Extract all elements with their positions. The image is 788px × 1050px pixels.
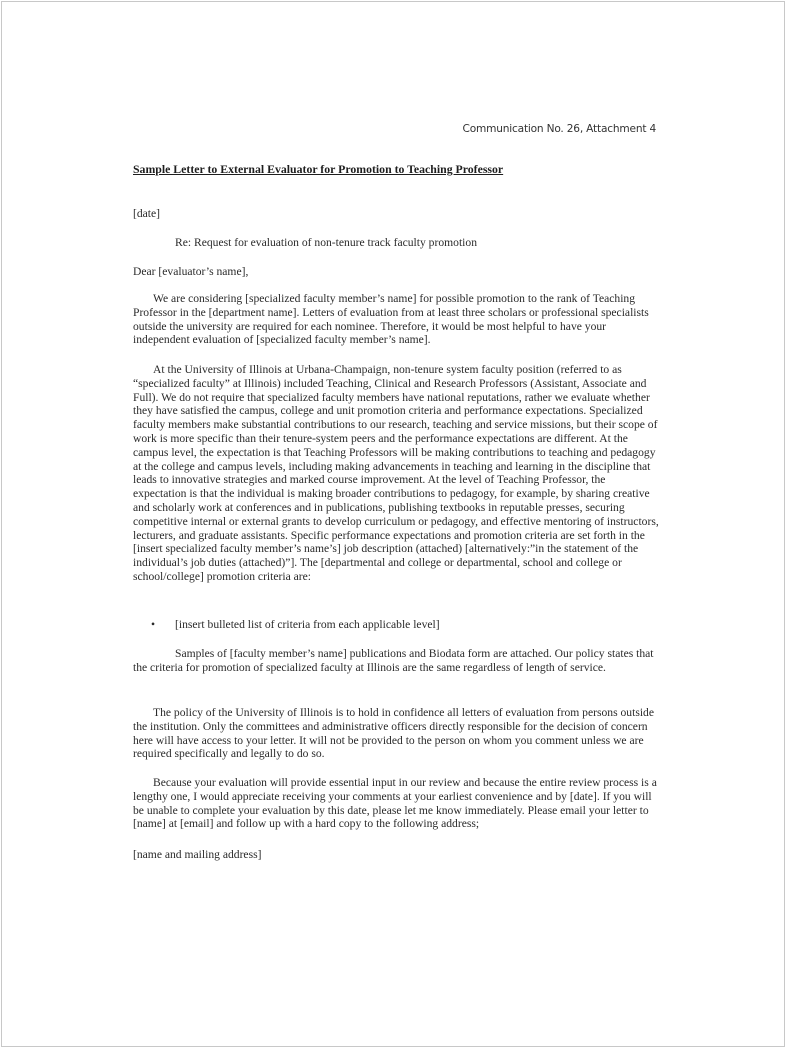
bullet-icon: • <box>151 618 156 631</box>
paragraph-text: Because your evaluation will provide essential input in our review and because the entire review process is a lengthy one, I would appreciate receiving your comments at your earliest convenience and by [date]. If you will be unable to complete your evaluation by this date, please let me know immediately. Please email your letter to [name] at [email] and follow up with a hard copy to the following address; <box>133 776 657 831</box>
salutation: Dear [evaluator’s name], <box>133 265 249 278</box>
paragraph-text: We are considering [specialized faculty member’s name] for possible promotion to the rank of Teaching Professor in the [department name]. Letters of evaluation from at least three scholars or professional specialists outside the university are required for each nominee. Therefore, it would be most helpful to have your independent evaluation of [specialized faculty member’s name]. <box>133 292 649 347</box>
paragraph-text: The policy of the University of Illinois is to hold in confidence all letters of evaluation from persons outside the institution. Only the committees and administrative officers directly responsible for the decision of concern here will have access to your letter. It will not be provided to the person on whom you comment unless we are required specifically and legally to do so. <box>133 706 654 761</box>
address-placeholder: [name and mailing address] <box>133 848 262 861</box>
re-line: Re: Request for evaluation of non-tenure track faculty promotion <box>175 236 477 249</box>
paragraph-considering <box>133 292 661 347</box>
date-placeholder: [date] <box>133 207 161 220</box>
criteria-list-item <box>151 618 440 632</box>
paragraph-deadline <box>133 776 661 831</box>
paragraph-text: At the University of Illinois at Urbana-Champaign, non-tenure system faculty position (referred to as “specialized faculty” at Illinois) included Teaching, Clinical and Research Professors (Assistant, Associate and Full). We do not require that specialized faculty members have national reputations, rather we evaluate whether they have satisfied the campus, college and unit promotion criteria and performance expectations. Specialized faculty members make substantial contributions to our research, teaching and service missions, but their scope of work is more specific than their tenure-system peers and the performance expectations are different. At the campus level, the expectation is that Teaching Professors will be making contributions to teaching and pedagogy at the college and campus levels, including making advancements in teaching and learning in the discipline that leads to innovative strategies and marked course improvement. At the level of Teaching Professor, the expectation is that the individual is making broader contributions to pedagogy, for example, by sharing creative and scholarly work at conferences and in publications, publishing textbooks in reputable presses, securing competitive internal or external grants to develop curriculum or pedagogy, and effective mentoring of instructors, lecturers, and graduate assistants. Specific performance expectations and promotion criteria are set forth in the [insert specialized faculty member’s name’s] job description (attached) [alternatively:”in the statement of the individual’s job duties (attached)”]. The [departmental and college or departmental, school and college or school/college] promotion criteria are: <box>133 363 659 583</box>
paragraph-university-context <box>133 363 661 584</box>
document-page <box>1 1 785 1047</box>
letter-title: Sample Letter to External Evaluator for Promotion to Teaching Professor <box>133 162 504 176</box>
criteria-list-item-text: [insert bulleted list of criteria from each applicable level] <box>175 618 440 631</box>
paragraph-samples <box>133 647 661 675</box>
communication-reference: Communication No. 26, Attachment 4 <box>462 123 656 135</box>
paragraph-text: Samples of [faculty member’s name] publications and Biodata form are attached. Our policy states that the criteria for promotion of specialized faculty at Illinois are the same regardless of length of service. <box>133 647 654 674</box>
paragraph-confidentiality <box>133 706 661 761</box>
